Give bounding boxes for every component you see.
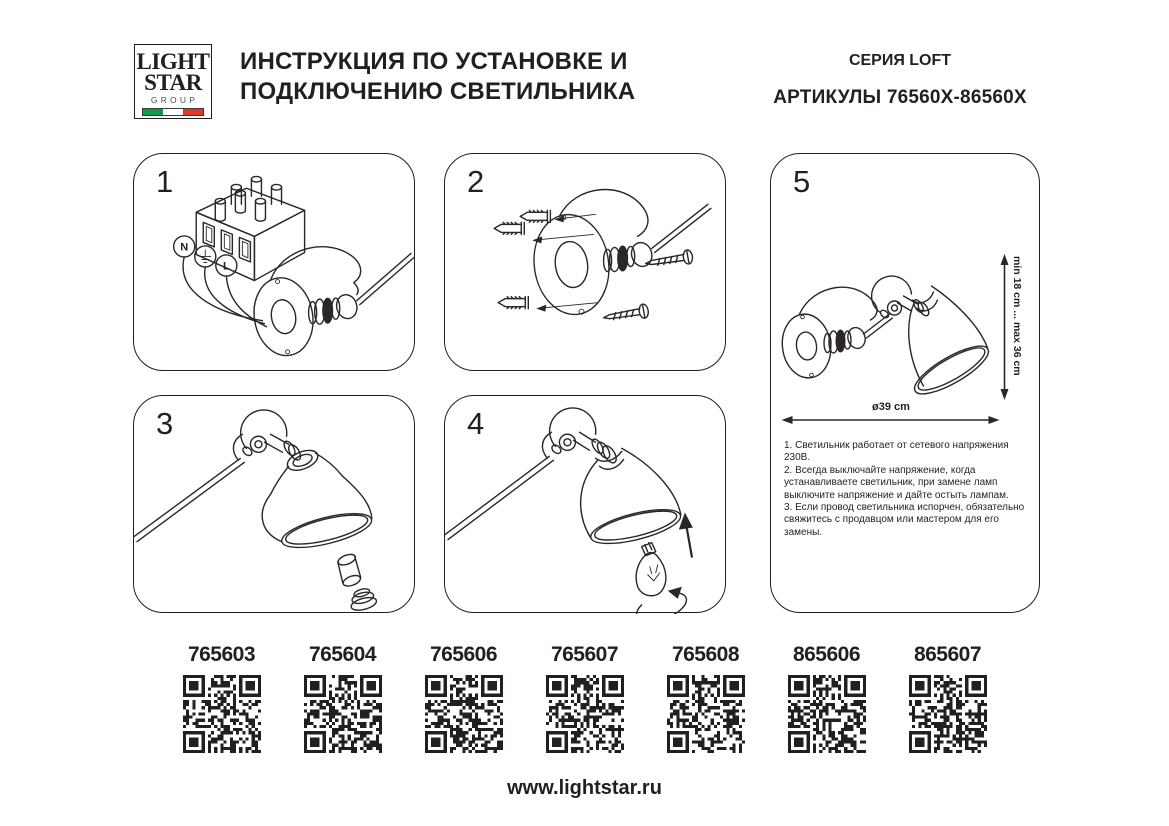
height-dimension-line bbox=[1001, 254, 1009, 400]
articles-range: АРТИКУЛЫ 76560X-86560X bbox=[773, 87, 1027, 108]
wire-label-n: N bbox=[180, 241, 189, 254]
socket-illustration bbox=[604, 240, 655, 271]
flag-green bbox=[143, 109, 163, 115]
page-title bbox=[240, 47, 635, 107]
article-number: 865607 bbox=[913, 643, 982, 666]
lightstar-logo bbox=[134, 44, 212, 119]
series-header bbox=[760, 52, 1040, 109]
qr-code bbox=[183, 675, 261, 753]
qr-code bbox=[425, 675, 503, 753]
diameter-dimension-label: ø39 cm bbox=[872, 401, 910, 413]
qr-code bbox=[304, 675, 382, 753]
hinge-bracket bbox=[233, 410, 303, 462]
flag-white bbox=[163, 109, 183, 115]
wire-label-l: L bbox=[222, 260, 230, 273]
lamp-shade bbox=[581, 448, 684, 550]
panel-step-1 bbox=[133, 153, 415, 371]
mounting-illustration bbox=[445, 154, 727, 372]
qr-code bbox=[909, 675, 987, 753]
hinge-bracket bbox=[542, 408, 618, 465]
note-item: 2. Всегда выключайте напряжение, когда устанавливаете светильник, при замене ламп выключите напряжение и дайте остыть лампам. bbox=[784, 464, 1009, 501]
page-title-line2: ПОДКЛЮЧЕНИЮ СВЕТИЛЬНИКА bbox=[240, 78, 636, 105]
cable-arc bbox=[559, 190, 648, 237]
arm-rod bbox=[445, 456, 553, 539]
socket-sleeve bbox=[337, 552, 362, 588]
lamp-shade bbox=[262, 446, 374, 554]
step-number: 3 bbox=[156, 406, 174, 441]
insert-arrow bbox=[679, 513, 693, 557]
article-number: 765603 bbox=[187, 643, 256, 666]
article-column bbox=[546, 643, 624, 753]
step-number: 2 bbox=[467, 164, 485, 199]
qr-code bbox=[667, 675, 745, 753]
panel-step-4 bbox=[444, 395, 726, 613]
logo-word-group: GROUP bbox=[150, 95, 199, 106]
article-number: 765607 bbox=[550, 643, 619, 666]
safety-notes bbox=[784, 440, 1034, 539]
article-column bbox=[788, 643, 866, 753]
shade-assembly-illustration bbox=[134, 396, 416, 614]
panel-step-5 bbox=[770, 153, 1040, 613]
logo-word-light: LIGHT bbox=[136, 49, 210, 74]
arm-rod bbox=[652, 204, 711, 252]
italian-flag-bar bbox=[142, 108, 204, 116]
screws bbox=[604, 249, 694, 319]
article-column bbox=[909, 643, 987, 753]
article-number: 765606 bbox=[429, 643, 498, 666]
logo-word-star: STAR bbox=[144, 70, 202, 96]
step-number: 4 bbox=[467, 406, 485, 441]
article-number: 865606 bbox=[792, 643, 861, 666]
step-number: 1 bbox=[156, 164, 174, 199]
qr-code bbox=[788, 675, 866, 753]
article-column bbox=[183, 643, 261, 753]
diameter-dimension-line bbox=[782, 416, 1000, 424]
step-number: 5 bbox=[793, 164, 811, 199]
article-column bbox=[425, 643, 503, 753]
series-title: СЕРИЯ LOFT bbox=[848, 52, 952, 69]
website-url: www.lightstar.ru bbox=[507, 777, 662, 799]
lamp-shade bbox=[909, 286, 995, 402]
hinge-bracket bbox=[872, 276, 931, 319]
wiring-illustration bbox=[134, 154, 416, 372]
article-number: 765608 bbox=[671, 643, 740, 666]
height-dimension-label: min 18 cm ... max 36 cm bbox=[1011, 256, 1023, 376]
flag-red bbox=[183, 109, 203, 115]
panel-step-2 bbox=[444, 153, 726, 371]
article-number: 765604 bbox=[308, 643, 377, 666]
retaining-ring bbox=[350, 587, 378, 612]
article-column bbox=[304, 643, 382, 753]
arm-rod bbox=[134, 458, 244, 541]
qr-code bbox=[546, 675, 624, 753]
wall-plate bbox=[778, 311, 834, 381]
bulb-installation-illustration bbox=[445, 396, 727, 614]
article-column bbox=[667, 643, 745, 753]
page-title-line1: ИНСТРУКЦИЯ ПО УСТАНОВКЕ И bbox=[240, 48, 628, 75]
light-bulb bbox=[636, 543, 666, 596]
note-item: 1. Светильник работает от сетевого напряжения 230В. bbox=[784, 440, 1009, 464]
assembled-lamp-illustration bbox=[771, 154, 1041, 614]
wall-plate-illustration bbox=[528, 210, 616, 320]
panel-step-3 bbox=[133, 395, 415, 613]
wall-lamp-base-illustration bbox=[248, 247, 414, 361]
socket bbox=[824, 326, 867, 353]
note-item: 3. Если провод светильника испорчен, обязательно свяжитесь с продавцом или мастером для его замены. bbox=[784, 501, 1025, 538]
article-qr-list bbox=[0, 643, 1169, 753]
